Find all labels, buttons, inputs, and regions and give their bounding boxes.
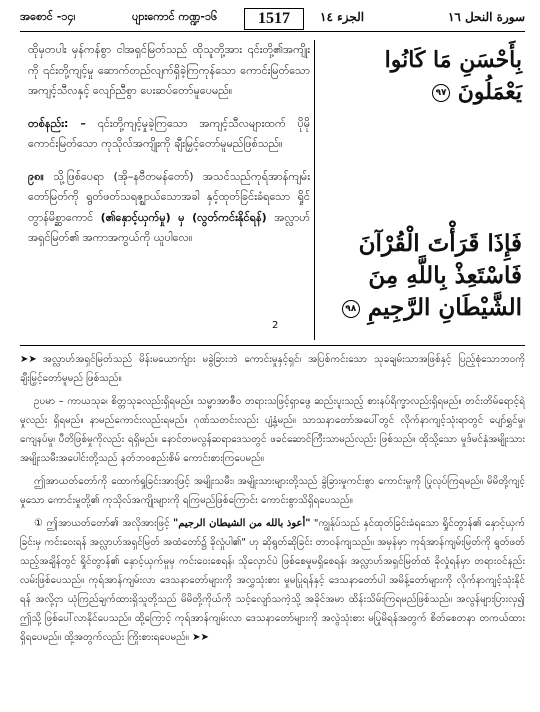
arabic-line-2-text: يَعْمَلُونَ	[457, 79, 522, 105]
verse-98-text-d: အလ္လာဟ်အရှင်မြတ်၏ အကာအကွယ်ကို ယူပါလေ။	[28, 210, 310, 244]
alternate-text: ၎င်းတို့ကျင့်မှုခဲ့ကြသော အကျင့်သီလများထက် ပိုမိုကောင်းမြတ်သော ကုသိုလ်အကျိုးကို ချီးမြှင့်တော်မူမည်ဖြစ်သည်။	[28, 116, 311, 150]
verse-98-text-c: (၏နှောင့်ယှက်မှု) မှ (လွတ်ကင်းနိုင်ရန်)	[100, 210, 275, 224]
translation-paragraph-2	[28, 114, 310, 155]
section-label: ပျားကောင် ကဏ္ဍ-၁၆	[132, 10, 218, 23]
arabic-column	[322, 40, 522, 324]
translation-paragraph-3	[28, 167, 310, 249]
commentary-paragraph-4	[20, 514, 525, 647]
end-arrow-icon: ➤➤	[192, 632, 209, 643]
arabic-line-5-text: الشَّيْطَانِ الرَّجِيمِ	[367, 294, 522, 321]
surah-label: سورة النحل ١٦	[447, 10, 525, 24]
footnote-marker: 2	[272, 320, 279, 331]
arabic-line-5	[322, 292, 522, 324]
commentary-paragraph-2: ဥပမာ – ကာယသုခ၊ စိတ္တသုခလည်းရှိရမည်။ သမ္မာအာဇီဝ တရားသဖြင့်ရှာဖွေ ဆည်းပူးသည့် စားနပ်ရိက္ခာလည်းရှိရမည်။ တင်းတိမ်ရောင့်ရဲမှုလည်း ရှိရမည်။ နာမည်ကောင်းလည်းရမည်။ ဂုဏ်သတင်းလည်း ပျံ့နှံ့မည်။ သာသနာတော်အပေါ်တွင် လိုက်နာကျင့်သုံးရာတွင် ပျော်ရွှင်မှု၊ ကျေနပ်မှု၊ ပီတိဖြစ်မှုကိုလည်း ရရှိမည်။ နောင်တမလွန်ဆရာဒေသတွင် ဖခင်ဆောင်ကြီးသာမည်လည်း ဖြစ်သည်။ ထိုသို့သော မှုဒ်မင်နှံအမျိုးသား အမျိုးသမီးအပေါင်းတို့သည် နတ်ဘဝစည်းစိမ် ကောင်းစားကြပေမည်။	[20, 396, 525, 464]
commentary-paragraph-3: ဤအာယတ်တော်ကို ထောက်ရှုခြင်းအားဖြင့် အမျိုးသမီး၊ အမျိုးသားများတို့သည် ခွဲခြားမှုကင်းစွာ ကောင်းမှုကို ပြုလုပ်ကြရမည်။ မိမိတို့ကျင့်မှုသော ကောင်းမှုတို့၏ ကုသိုလ်အကျိုးများကို ရကြမည်ဖြစ်ကြောင်း ကောင်းစွာသိရှိရပေသည်။	[20, 476, 525, 506]
arabic-line-4: فَاسْتَعِذْ بِاللَّهِ مِنَ	[368, 262, 522, 289]
arabic-line-1: بِأَحْسَنِ مَا كَانُوا	[384, 47, 522, 73]
page-number: 1517	[244, 8, 304, 30]
juz-label: الجزء ١٤	[320, 10, 365, 24]
taawwudh-arabic: "أعوذ بالله من الشيطان الرجيم"	[173, 518, 311, 529]
translation-column	[28, 40, 310, 261]
column-divider	[314, 40, 315, 340]
arabic-verse-97	[322, 44, 522, 108]
commentary-text-4b: "ကျွန်ုပ်သည် နှင်ထုတ်ခြင်းခံရသော ရှိုင်တွာန်၏ နှောင့်ယှက်ခြင်းမှ ကင်းဝေးရန် အလ္လာဟ်အရှင်မြတ် အထံတော်၌ ခိုလှုံပါ၏" ဟု ဆိုရွတ်ဆိုခြင်း တာဝန်ကျသည်။ အမှန်မှာ ကုရ်အာန်ကျမ်းမြတ်ကို ရွတ်ဖတ်သည့်အချိန်တွင် ရှိုင်တွာန်၏ နှောင့်ယှက်မှုမှ ကင်းဝေးစေရန်၊ သိုလှောင်ပဲ ဖြစ်စေမှုမရှိစေရန်၊ အလ္လာဟ်အရှင်မြတ်ထံ ခိုလှုံရန်မှာ တရားဝင်နည်းလမ်းဖြစ်ပေသည်။ ကုရ်အာန်ကျမ်းလာ ဒေသနာတော်များကို အလွှသုံးစား မှုမပြုရန်နှင့် ဒေသနာတော်ပါ အမိန့်တော်များကို လိုက်နာကျင့်သုံးနိုင်ရန် အလို့ငှာ ယုံကြည်ချက်ထားရှိသူတို့သည် မိမိတို့ကိုယ်ကို သင့်လျော်သကဲ့သို့ အခိုင်အမာ ထိန်းသိမ်းကြရမည်ဖြစ်သည်။ အလွန်များပြားလှ၍ ဤသို့ ဖြစ်ပေါ်လာနိုင်ပေသည်။ ထို့ကြောင့် ကုရ်အာန်ကျမ်းလာ ဒေသနာတော်များကို အလွဲသုံးစား မပြုမိရန်အတွက် စိတ်စေတနာ တကယ်ထားရှိရပေမည်။ ထို့အတွက်လည်း ကြိုးစားရပေမည်။	[20, 518, 525, 643]
verse-98-text-b: နှင့်ထုတ်ခြင်းခံရသော ရှိုင်တွာန်မိစ္ဆာကောင်	[28, 190, 310, 224]
translation-paragraph-1: ထိုမှတပါး မှန်ကန်စွာ ငါအရှင်မြတ်သည် ထိုသူတို့အား ၎င်းတို့၏အကျိုးကို ၎င်းတို့ကျင့်မှု ဆောက်တည်လျက်ရှိခဲ့ကြကုန်သော ကောင်းမြတ်သော အကျင့်သီလနှင့် လျော်ညီစွာ ပေးဆပ်တော်မူပေမည်။	[28, 43, 310, 97]
page-header	[20, 8, 525, 32]
footnote-number-icon: ①	[34, 518, 44, 529]
footnote-separator	[20, 345, 525, 346]
header-rule	[20, 31, 525, 32]
commentary-paragraph-1	[20, 350, 525, 388]
commentary-text-4a: ဤအာယတ်တော်၏ အလိုအားဖြင့်	[46, 518, 170, 529]
arabic-verse-98	[322, 228, 522, 324]
verse-marker-97: ٩٧	[432, 84, 450, 102]
volume-label: အစောင် -၁၄၊	[20, 10, 76, 23]
commentary	[20, 350, 525, 651]
arabic-line-2	[322, 76, 522, 108]
verse-marker-98: ٩٨	[342, 300, 360, 318]
alternate-lead: တစ်နည်း: –	[28, 116, 86, 130]
verse-98-text-a: သို့ဖြစ်ပေရာ (အို–နဗီတမန်တော်) အသင်သည်ကုရ်အာန်ကျမ်းတော်မြတ်ကို ရွတ်ဖတ်သရဇ္ဈာယ်သောအခါ	[28, 169, 310, 203]
commentary-text-1: အလ္လာဟ်အရှင်မြတ်သည် မိန်းမယောက်ျား မခွဲခြားဘဲ ကောင်းမှုနှင့်ရှင်၊ အပြစ်ကင်းသော သုခချမ်းသာအဖြစ်နှင့် ပြည့်စုံသောဘဝကို ချီးမြှင့်တော်မူမည် ဖြစ်သည်။	[20, 354, 525, 384]
arabic-line-3: فَإِذَا قَرَأْتَ الْقُرْآنَ	[358, 230, 522, 257]
verse-98-label: ၉၈။	[28, 169, 44, 183]
arrow-marker-icon: ➤➤	[20, 354, 37, 365]
